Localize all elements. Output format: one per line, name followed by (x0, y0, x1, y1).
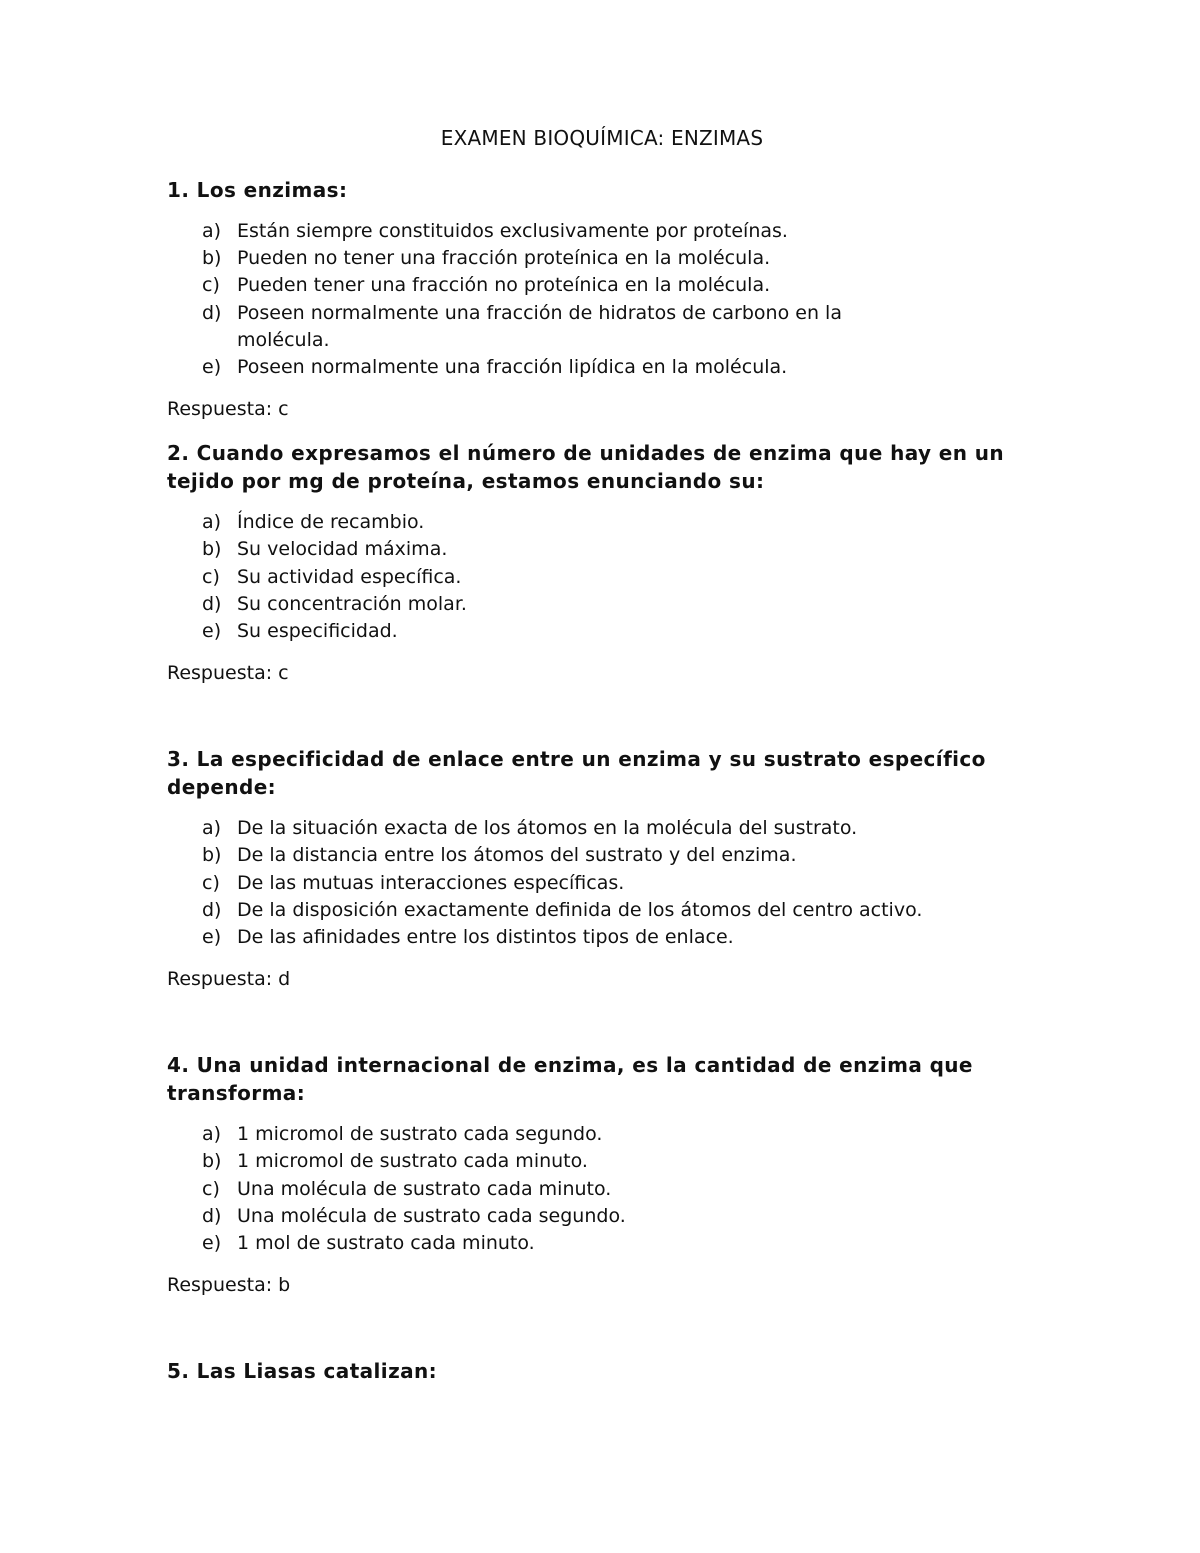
option-letter: c) (202, 871, 220, 894)
spacer (167, 1009, 1037, 1051)
option-letter: d) (202, 1204, 222, 1227)
question-2: 2. Cuando expresamos el número de unidades de enzima que hay en un tejido por mg de proteína, estamos enunciando su: (167, 441, 1005, 494)
option-text: Poseen normalmente una fracción de hidratos de carbono en la molécula. (237, 301, 842, 351)
question-4: 4. Una unidad internacional de enzima, es la cantidad de enzima que transforma: (167, 1053, 973, 1106)
option-letter: a) (202, 220, 222, 242)
option-text: Están siempre constituidos exclusivamente por proteínas. (237, 220, 788, 242)
option-3c (167, 870, 1037, 897)
options-list-4 (167, 1121, 1037, 1257)
option-4a (167, 1121, 1037, 1148)
spacer (167, 1315, 1037, 1357)
option-text: Índice de recambio. (237, 511, 425, 534)
option-1b (167, 245, 1037, 272)
option-text: 1 micromol de sustrato cada minuto. (237, 1150, 588, 1173)
option-letter: a) (202, 1123, 222, 1146)
option-text: Su velocidad máxima. (237, 538, 448, 561)
option-2d (167, 591, 1037, 618)
option-3b (167, 842, 1037, 869)
options-list-2 (167, 509, 1037, 645)
option-1a (167, 218, 1037, 245)
question-3: 3. La especificidad de enlace entre un enzima y su sustrato específico depende: (167, 747, 986, 800)
option-4d (167, 1203, 1037, 1230)
answer-2: Respuesta: c (167, 662, 289, 685)
option-text: De la disposición exactamente definida de los átomos del centro activo. (237, 898, 923, 921)
option-letter: e) (202, 926, 222, 949)
option-letter: a) (202, 511, 222, 534)
option-text: Una molécula de sustrato cada minuto. (237, 1177, 612, 1200)
option-letter: e) (202, 1232, 222, 1255)
option-4e (167, 1230, 1037, 1257)
option-letter: a) (202, 817, 222, 840)
option-text: 1 mol de sustrato cada minuto. (237, 1232, 535, 1255)
option-letter: e) (202, 356, 222, 379)
option-text: De las afinidades entre los distintos tipos de enlace. (237, 926, 734, 949)
option-letter: e) (202, 620, 222, 643)
option-text: De las mutuas interacciones específicas. (237, 871, 625, 894)
answer-4: Respuesta: b (167, 1274, 291, 1297)
option-text: De la distancia entre los átomos del sustrato y del enzima. (237, 844, 797, 867)
option-text: 1 micromol de sustrato cada segundo. (237, 1123, 603, 1146)
option-letter: b) (202, 538, 222, 561)
option-2a (167, 509, 1037, 536)
option-text: Su actividad específica. (237, 565, 462, 588)
option-text: Pueden no tener una fracción proteínica en la molécula. (237, 247, 771, 270)
document-page (167, 124, 1037, 1399)
option-4b (167, 1148, 1037, 1175)
question-1: 1. Los enzimas: (167, 178, 348, 202)
question-5: 5. Las Liasas catalizan: (167, 1359, 438, 1384)
option-3d (167, 897, 1037, 924)
option-1d (167, 300, 1037, 354)
option-letter: b) (202, 1150, 222, 1173)
option-3a (167, 815, 1037, 842)
option-letter: d) (202, 301, 222, 324)
document-title: EXAMEN BIOQUÍMICA: ENZIMAS (440, 126, 764, 150)
option-1e (167, 354, 1037, 381)
option-4c (167, 1176, 1037, 1203)
option-1c (167, 272, 1037, 299)
option-letter: d) (202, 592, 222, 615)
option-2b (167, 536, 1037, 563)
option-text: Su especificidad. (237, 620, 398, 643)
options-list-1 (167, 218, 1037, 381)
option-letter: c) (202, 274, 220, 297)
option-letter: d) (202, 898, 222, 921)
option-letter: c) (202, 565, 220, 588)
option-letter: b) (202, 844, 222, 867)
option-3e (167, 924, 1037, 951)
option-2c (167, 564, 1037, 591)
options-list-3 (167, 815, 1037, 951)
option-2e (167, 618, 1037, 645)
option-text: Una molécula de sustrato cada segundo. (237, 1204, 626, 1227)
answer-1: Respuesta: c (167, 398, 289, 421)
option-letter: b) (202, 247, 222, 270)
option-text: De la situación exacta de los átomos en la molécula del sustrato. (237, 817, 858, 840)
option-letter: c) (202, 1177, 220, 1200)
answer-3: Respuesta: d (167, 968, 291, 991)
option-text: Su concentración molar. (237, 592, 467, 615)
option-text: Poseen normalmente una fracción lipídica en la molécula. (237, 356, 788, 379)
spacer (167, 703, 1037, 745)
option-text: Pueden tener una fracción no proteínica en la molécula. (237, 274, 771, 297)
